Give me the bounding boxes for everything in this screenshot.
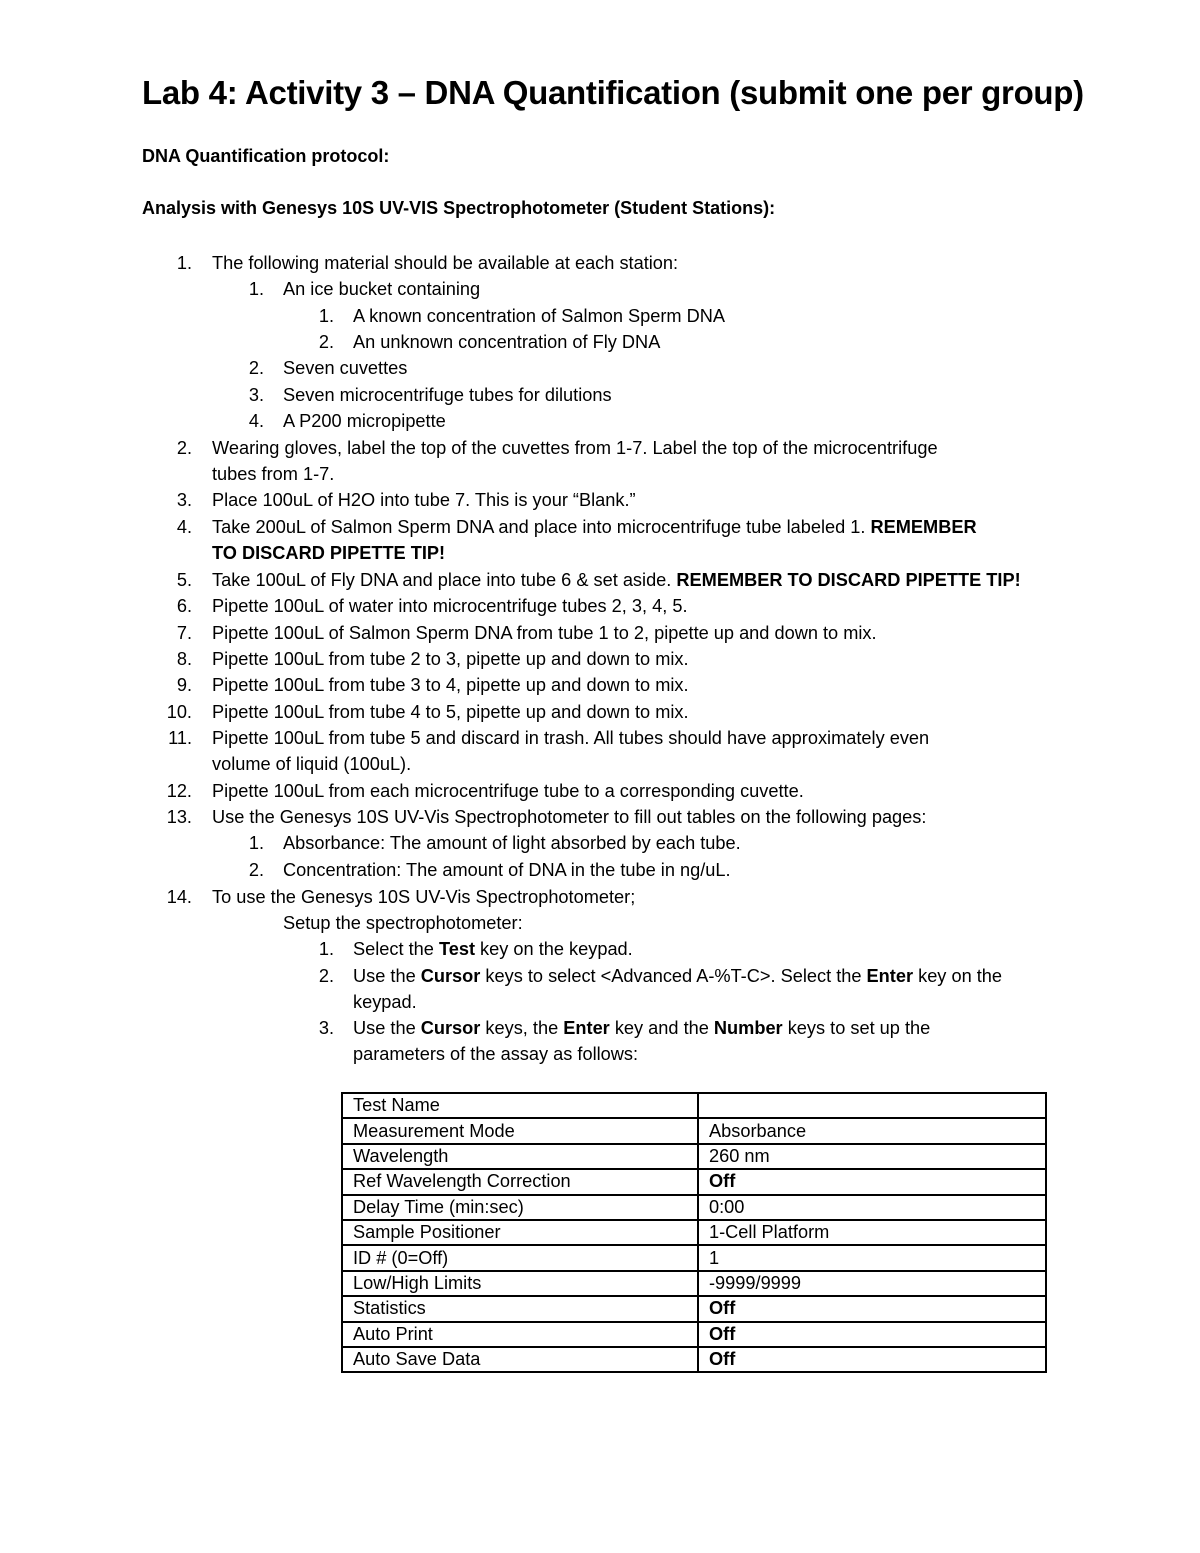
step-warning-continued: TO DISCARD PIPETTE TIP!	[212, 543, 446, 563]
step-number: 1.	[248, 833, 264, 853]
step-text-plain: key on the	[913, 966, 1003, 986]
step-text	[353, 963, 1002, 989]
step-number: 3.	[176, 490, 192, 510]
step-warning: REMEMBER	[870, 517, 977, 537]
step-text-continued: volume of liquid (100uL).	[212, 754, 412, 774]
table-cell-value: Off	[698, 1347, 1046, 1372]
step-text	[353, 936, 633, 962]
step-text: An unknown concentration of Fly DNA	[353, 332, 661, 352]
key-name: Cursor	[420, 1018, 481, 1038]
step-number: 4.	[248, 411, 264, 431]
step-text-plain: keys, the	[480, 1018, 564, 1038]
step-text-continued: tubes from 1-7.	[212, 464, 335, 484]
key-name: Enter	[563, 1018, 610, 1038]
step-text: Seven microcentrifuge tubes for dilutions	[283, 385, 612, 405]
step-text: Pipette 100uL of Salmon Sperm DNA from tube 1 to 2, pipette up and down to mix.	[212, 623, 877, 643]
step-warning: REMEMBER TO DISCARD PIPETTE TIP!	[676, 570, 1021, 590]
step-number: 4.	[176, 517, 192, 537]
step-number: 12.	[166, 781, 192, 801]
step-number: 1.	[318, 306, 334, 326]
step-text: An ice bucket containing	[283, 279, 481, 299]
table-cell-label: Low/High Limits	[342, 1271, 698, 1296]
table-row	[342, 1322, 1046, 1347]
step-text: The following material should be available at each station:	[212, 253, 679, 273]
step-text: Pipette 100uL from each microcentrifuge tube to a corresponding cuvette.	[212, 781, 804, 801]
step-text-plain: Use the	[353, 1018, 421, 1038]
step-text: Absorbance: The amount of light absorbed by each tube.	[283, 833, 741, 853]
table-cell-value: Off	[698, 1296, 1046, 1321]
table-row	[342, 1347, 1046, 1372]
table-row	[342, 1093, 1046, 1118]
step-text-continued: parameters of the assay as follows:	[353, 1044, 639, 1064]
step-number: 1.	[318, 939, 334, 959]
table-row	[342, 1169, 1046, 1194]
step-text	[353, 1015, 930, 1041]
table-cell-value: 260 nm	[698, 1144, 1046, 1169]
step-text: A known concentration of Salmon Sperm DNA	[353, 306, 726, 326]
step-number: 6.	[176, 596, 192, 616]
step-text-plain: keys to set up the	[782, 1018, 931, 1038]
table-row	[342, 1245, 1046, 1270]
table-cell-label: Auto Save Data	[342, 1347, 698, 1372]
key-name: Enter	[866, 966, 914, 986]
step-text-plain: Select the	[353, 939, 439, 959]
step-text-plain: key on the keypad.	[475, 939, 633, 959]
step-text: Pipette 100uL of water into microcentrifuge tubes 2, 3, 4, 5.	[212, 596, 688, 616]
step-text-plain: keys to select <Advanced A-%T-C>. Select the	[480, 966, 867, 986]
step-number: 7.	[176, 623, 192, 643]
analysis-heading: Analysis with Genesys 10S UV-VIS Spectrophotometer (Student Stations):	[142, 198, 776, 218]
table-cell-value: Off	[698, 1322, 1046, 1347]
step-text	[212, 567, 1021, 593]
table-row	[342, 1144, 1046, 1169]
step-text: Pipette 100uL from tube 4 to 5, pipette up and down to mix.	[212, 702, 689, 722]
table-cell-value: 0:00	[698, 1195, 1046, 1220]
table-cell-label: ID # (0=Off)	[342, 1245, 698, 1270]
table-cell-label: Measurement Mode	[342, 1118, 698, 1143]
step-text: Pipette 100uL from tube 3 to 4, pipette up and down to mix.	[212, 675, 689, 695]
table-cell-label: Ref Wavelength Correction	[342, 1169, 698, 1194]
table-cell-value: 1	[698, 1245, 1046, 1270]
step-text: Wearing gloves, label the top of the cuvettes from 1-7. Label the top of the microcentrifuge	[212, 438, 938, 458]
step-number: 1.	[176, 253, 192, 273]
step-number: 3.	[318, 1018, 334, 1038]
step-text-continued: keypad.	[353, 992, 417, 1012]
table-cell-value	[698, 1093, 1046, 1118]
table-cell-value: -9999/9999	[698, 1271, 1046, 1296]
table-row	[342, 1220, 1046, 1245]
table-cell-label: Delay Time (min:sec)	[342, 1195, 698, 1220]
protocol-heading: DNA Quantification protocol:	[142, 146, 390, 166]
step-text	[212, 514, 977, 540]
step-number: 8.	[176, 649, 192, 669]
table-cell-label: Wavelength	[342, 1144, 698, 1169]
step-number: 2.	[248, 358, 264, 378]
step-number: 13.	[166, 807, 192, 827]
table-cell-value: 1-Cell Platform	[698, 1220, 1046, 1245]
step-text: Pipette 100uL from tube 2 to 3, pipette up and down to mix.	[212, 649, 689, 669]
table-cell-value: Absorbance	[698, 1118, 1046, 1143]
step-number: 2.	[318, 332, 334, 352]
assay-parameters-table	[341, 1092, 1047, 1373]
table-row	[342, 1195, 1046, 1220]
step-number: 10.	[166, 702, 192, 722]
key-name: Test	[438, 939, 475, 959]
step-number: 2.	[318, 966, 334, 986]
step-number: 11.	[168, 728, 192, 748]
key-name: Number	[713, 1018, 783, 1038]
table-cell-label: Auto Print	[342, 1322, 698, 1347]
table-cell-value: Off	[698, 1169, 1046, 1194]
table-row	[342, 1271, 1046, 1296]
step-text: Seven cuvettes	[283, 358, 408, 378]
table-cell-label: Statistics	[342, 1296, 698, 1321]
step-text: Place 100uL of H2O into tube 7. This is your “Blank.”	[212, 490, 636, 510]
step-text: Pipette 100uL from tube 5 and discard in trash. All tubes should have approximately even	[212, 728, 930, 748]
step-number: 14.	[166, 887, 192, 907]
step-number: 9.	[176, 675, 192, 695]
step-number: 3.	[248, 385, 264, 405]
step-number: 2.	[248, 860, 264, 880]
step-text-plain: key and the	[609, 1018, 714, 1038]
setup-label: Setup the spectrophotometer:	[283, 913, 523, 933]
step-text-plain: Take 200uL of Salmon Sperm DNA and place into microcentrifuge tube labeled 1.	[212, 517, 871, 537]
step-number: 2.	[176, 438, 192, 458]
step-text: To use the Genesys 10S UV-Vis Spectrophotometer;	[212, 887, 636, 907]
step-text: A P200 micropipette	[283, 411, 446, 431]
step-number: 1.	[248, 279, 264, 299]
table-cell-label: Sample Positioner	[342, 1220, 698, 1245]
table-cell-label: Test Name	[342, 1093, 698, 1118]
page-title: Lab 4: Activity 3 – DNA Quantification (submit one per group)	[142, 74, 1084, 111]
table-row	[342, 1296, 1046, 1321]
step-number: 5.	[176, 570, 192, 590]
step-text: Use the Genesys 10S UV-Vis Spectrophotometer to fill out tables on the following pages:	[212, 807, 927, 827]
key-name: Cursor	[420, 966, 481, 986]
table-row	[342, 1118, 1046, 1143]
step-text-plain: Use the	[353, 966, 421, 986]
step-text: Concentration: The amount of DNA in the tube in ng/uL.	[283, 860, 731, 880]
step-text-plain: Take 100uL of Fly DNA and place into tube 6 & set aside.	[212, 570, 677, 590]
